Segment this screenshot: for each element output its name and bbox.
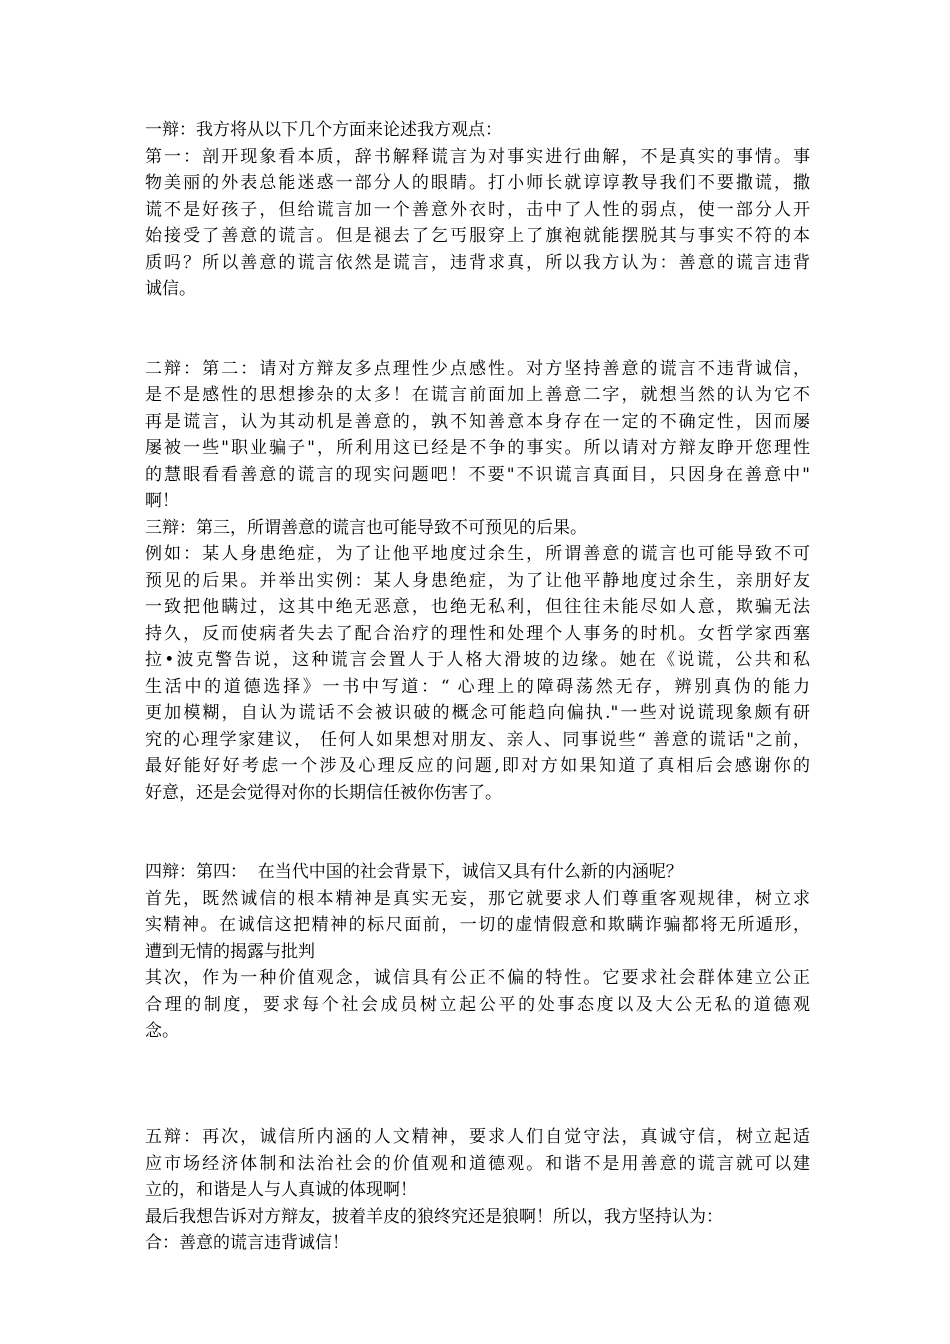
text-line: 三辩：第三，所谓善意的谎言也可能导致不可预见的后果。 bbox=[145, 517, 587, 538]
text-line: 首先，既然诚信的根本精神是真实无妄，那它就要求人们尊重客观规律，树立求 bbox=[145, 888, 810, 909]
text-line: 一辩：我方将从以下几个方面来论述我方观点： bbox=[145, 120, 502, 140]
spacer bbox=[145, 1071, 810, 1098]
text-line: 生活中的道德选择》一书中写道：“ 心理上的障碍荡然无存，辨别真伪的能力 bbox=[145, 676, 810, 697]
text-line: 是不是感性的思想掺杂的太多！在谎言前面加上善意二字，就想当然的认为它不 bbox=[145, 385, 810, 405]
paragraph-second-third-debater bbox=[145, 356, 810, 807]
spacer bbox=[145, 806, 810, 833]
text-line: 遭到无情的揭露与批判 bbox=[145, 941, 315, 962]
text-line: 始接受了善意的谎言。但是褪去了乞丐服穿上了旗袍就能摆脱其与事实不符的本 bbox=[145, 226, 810, 246]
text-line: 拉•波克警告说，这种谎言会置人于人格大滑坡的边缘。她在《说谎，公共和私 bbox=[145, 650, 810, 670]
text-line: 最后我想告诉对方辩友，披着羊皮的狼终究还是狼啊！所以，我方坚持认为： bbox=[145, 1206, 723, 1227]
text-line: 谎不是好孩子，但给谎言加一个善意外衣时，击中了人性的弱点，使一部分人开 bbox=[145, 199, 810, 220]
text-line: 合：善意的谎言违背诚信！ bbox=[145, 1233, 349, 1253]
paragraph-fourth-debater bbox=[145, 859, 810, 1045]
text-line: 预见的后果。并举出实例：某人身患绝症，为了让他平静地度过余生，亲朋好友 bbox=[145, 570, 810, 591]
text-line: 好意，还是会觉得对你的长期信任被你伤害了。 bbox=[145, 782, 502, 803]
text-line: 一致把他瞒过，这其中绝无恶意，也绝无私利，但往往未能尽如人意，欺骗无法 bbox=[145, 597, 810, 617]
text-line: 质吗？所以善意的谎言依然是谎言，违背求真，所以我方认为：善意的谎言违背 bbox=[145, 252, 810, 273]
spacer bbox=[145, 833, 810, 860]
text-line: 再是谎言，认为其动机是善意的，孰不知善意本身存在一定的不确定性，因而屡 bbox=[145, 411, 810, 432]
text-line: 最好能好好考虑一个涉及心理反应的问题,即对方如果知道了真相后会感谢你的 bbox=[145, 756, 810, 776]
text-line: 应市场经济体制和法治社会的价值观和道德观。和谐不是用善意的谎言就可以建 bbox=[145, 1153, 810, 1174]
text-line: 念。 bbox=[145, 1021, 179, 1041]
text-line: 更加模糊，自认为谎话不会被识破的概念可能趋向偏执."一些对说谎现象颇有研 bbox=[145, 703, 810, 723]
text-line: 究的心理学家建议， 任何人如果想对朋友、亲人、同事说些“ 善意的谎话"之前， bbox=[145, 729, 810, 750]
text-line: 二辩：第二：请对方辩友多点理性少点感性。对方坚持善意的谎言不违背诚信， bbox=[145, 358, 810, 379]
text-line: 立的，和谐是人与人真诚的体现啊！ bbox=[145, 1180, 417, 1200]
text-line: 其次，作为一种价值观念，诚信具有公正不偏的特性。它要求社会群体建立公正 bbox=[145, 968, 810, 988]
text-line: 合理的制度，要求每个社会成员树立起公平的处事态度以及大公无私的道德观 bbox=[145, 994, 810, 1015]
text-line: 例如：某人身患绝症，为了让他平地度过余生，所谓善意的谎言也可能导致不可 bbox=[145, 544, 810, 564]
spacer bbox=[145, 329, 810, 356]
text-line: 第一：剖开现象看本质，辞书解释谎言为对事实进行曲解，不是真实的事情。事 bbox=[145, 146, 810, 167]
paragraph-first-debater bbox=[145, 117, 810, 303]
text-line: 持久，反而使病者失去了配合治疗的理性和处理个人事务的时机。女哲学家西塞 bbox=[145, 623, 810, 644]
spacer bbox=[145, 303, 810, 330]
text-line: 四辩：第四： 在当代中国的社会背景下，诚信又具有什么新的内涵呢？ bbox=[145, 862, 683, 882]
spacer bbox=[145, 1098, 810, 1125]
text-line: 诚信。 bbox=[145, 279, 196, 299]
text-line: 物美丽的外表总能迷惑一部分人的眼睛。打小师长就谆谆教导我们不要撒谎，撒 bbox=[145, 173, 810, 193]
text-line: 的慧眼看看善意的谎言的现实问题吧！不要"不识谎言真面目，只因身在善意中" bbox=[145, 464, 810, 485]
text-line: 实精神。在诚信这把精神的标尺面前，一切的虚情假意和欺瞒诈骗都将无所遁形， bbox=[145, 915, 810, 935]
spacer bbox=[145, 1045, 810, 1072]
debate-text bbox=[145, 117, 810, 1257]
text-line: 五辩：再次，诚信所内涵的人文精神，要求人们自觉守法，真诚守信，树立起适 bbox=[145, 1127, 810, 1147]
paragraph-fifth-debater bbox=[145, 1124, 810, 1257]
text-line: 啊！ bbox=[145, 491, 179, 511]
text-line: 屡被一些"职业骗子"，所利用这已经是不争的事实。所以请对方辩友睁开您理性 bbox=[145, 438, 810, 458]
